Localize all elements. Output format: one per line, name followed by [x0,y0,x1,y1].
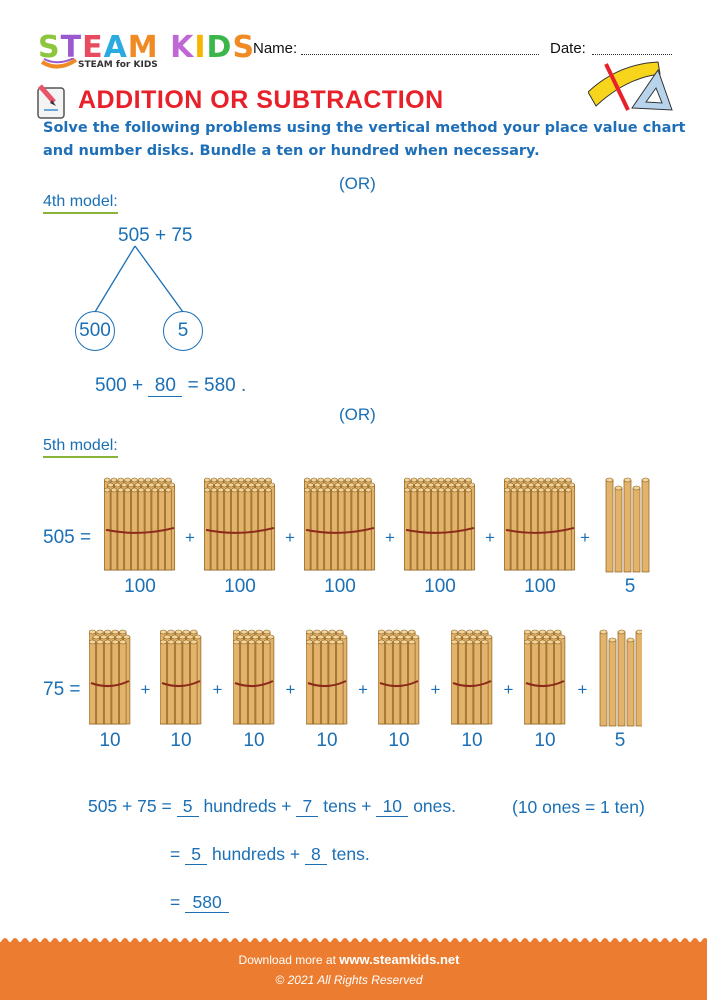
plus-sign: + [430,680,441,699]
bundle-value-label: 100 [224,576,256,597]
bundle-value-label: 100 [124,576,156,597]
bundle-value-label: 100 [524,576,556,597]
logo-letter: I [194,30,207,65]
equation-line-1 [88,796,456,817]
eq2-equals: = [170,844,181,864]
eq1-hundreds-label: hundreds + [203,796,292,816]
bundle-value-label: 10 [316,730,338,751]
footer-url-link[interactable]: www.steamkids.net [339,952,460,967]
hundred-bundle-icon [404,476,476,579]
ones-bundle-icon [604,476,656,579]
plus-sign: + [580,528,590,547]
logo-letter: M [127,30,159,65]
number-bond-lines [0,0,707,360]
footer-download [239,952,460,967]
hundred-bundle-icon [504,476,576,579]
bundle-value-label: 100 [324,576,356,597]
ten-bundle-icon [451,628,493,733]
logo-letter: K [170,30,195,65]
plus-sign: + [485,528,495,547]
name-label: Name: [253,40,298,57]
bundle-value-label: 10 [170,730,192,751]
instructions-line-2: and number disks. Bundle a ten or hundred when necessary. [43,143,540,159]
model-4-label: 4th model: [43,193,118,214]
bundle-value-label: 10 [243,730,265,751]
bond-circle-left: 500 [75,311,115,351]
ones-bundle-icon [598,628,642,733]
eq2-tens-label: tens. [331,844,370,864]
eq2-hundreds-label: hundreds + [211,844,301,864]
ten-bundle-icon [306,628,348,733]
plus-sign: + [185,528,195,547]
ten-bundle-icon [378,628,420,733]
footer-copyright: © 2021 All Rights Reserved [275,973,423,987]
page-title: ADDITION OR SUBTRACTION [78,86,444,114]
logo-subtitle: STEAM for KIDS [78,60,158,70]
model-4-expression: 505 + 75 [118,225,193,246]
eq-right: = 580 . [187,375,247,396]
plus-sign: + [212,680,223,699]
plus-sign: + [285,680,296,699]
bundle-value-label: 10 [534,730,556,751]
eq-blank[interactable]: 80 [148,376,182,397]
plus-sign: + [140,680,151,699]
bundle-note: (10 ones = 1 ten) [512,797,645,817]
eq2-hundreds-blank[interactable]: 5 [185,844,207,865]
eq1-lhs: 505 + 75 = [88,796,172,816]
ten-bundle-icon [233,628,275,733]
row-2-lhs: 75 = [43,679,81,700]
hundred-bundle-icon [304,476,376,579]
eq1-tens-label: tens + [323,796,372,816]
plus-sign: + [358,680,368,699]
eq1-hundreds-blank[interactable]: 5 [177,796,199,817]
ten-bundle-icon [89,628,131,733]
logo-letter: E [82,30,104,65]
plus-sign: + [503,680,514,699]
logo-letter: A [103,30,128,65]
ten-bundle-icon [524,628,566,733]
hundred-bundle-icon [104,476,176,579]
logo-letter: D [206,30,233,65]
plus-sign: + [285,528,295,547]
eq3-equals: = [170,892,181,912]
eq-left: 500 + [95,375,144,396]
bundle-value-label: 5 [624,576,636,597]
footer [0,942,707,1000]
or-label-2: (OR) [339,405,376,424]
bundle-value-label: 5 [614,730,626,751]
hundred-bundle-icon [204,476,276,579]
bundle-value-label: 100 [424,576,456,597]
logo-letter: T [60,30,83,65]
row-1-lhs: 505 = [43,527,92,548]
eq2-tens-blank[interactable]: 8 [305,844,327,865]
bond-circle-right: 5 [163,311,203,351]
plus-sign: + [385,528,395,547]
eq1-ones-blank[interactable]: 10 [376,796,408,817]
equation-line-2 [170,844,370,865]
eq1-ones-label: ones. [413,796,456,816]
eq1-tens-blank[interactable]: 7 [296,796,318,817]
bundle-value-label: 10 [461,730,483,751]
equation-line-3 [170,892,229,913]
bundle-value-label: 10 [388,730,410,751]
date-label: Date: [550,40,586,57]
instructions-line-1: Solve the following problems using the vertical method your place value chart [43,120,686,136]
ten-bundle-icon [160,628,202,733]
eq3-answer-blank[interactable]: 580 [185,892,229,913]
model-4-equation [95,375,246,397]
model-5-label: 5th model: [43,437,118,458]
logo-letter: S [38,30,61,65]
bundle-value-label: 10 [99,730,121,751]
download-prefix: Download more at [238,953,336,967]
or-label: (OR) [339,174,376,193]
logo-letter: S [232,30,256,65]
plus-sign: + [577,680,588,699]
